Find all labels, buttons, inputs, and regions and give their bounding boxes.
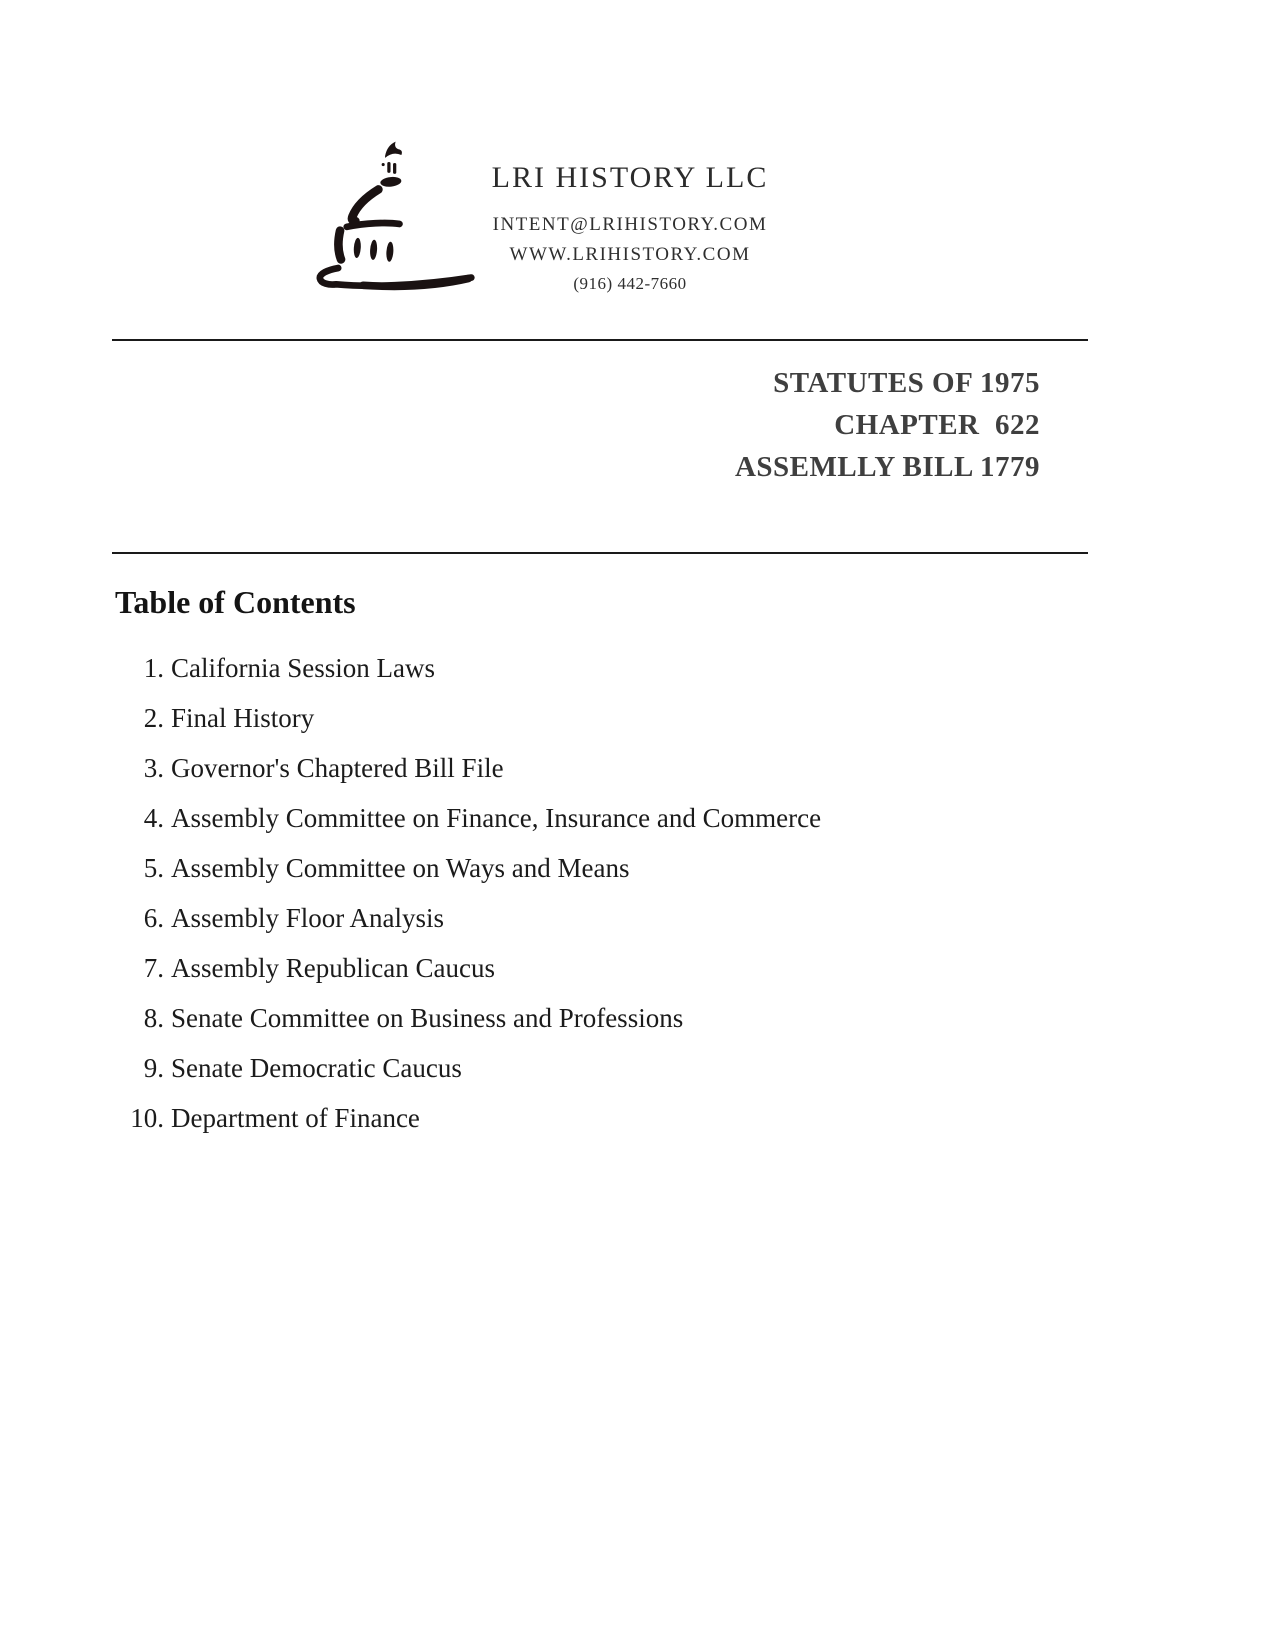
- toc-item-number: 7.: [143, 953, 164, 983]
- toc-item-label: Assembly Republican Caucus: [171, 953, 495, 983]
- toc-item-label: Senate Committee on Business and Professions: [171, 1003, 684, 1033]
- toc-item-label: California Session Laws: [171, 653, 435, 683]
- toc-list: [112, 652, 1112, 1152]
- company-email: INTENT@LRIHISTORY.COM: [492, 214, 768, 235]
- toc-item-label: Governor's Chaptered Bill File: [171, 753, 504, 783]
- toc-item: [112, 752, 1112, 802]
- toc-item-label: Assembly Committee on Ways and Means: [171, 853, 630, 883]
- toc-item-number: 10.: [130, 1103, 164, 1133]
- toc-item-number: 5.: [143, 853, 164, 883]
- statute-title-block: [735, 362, 1040, 488]
- toc-item-label: Assembly Floor Analysis: [171, 903, 445, 933]
- company-name: LRI HISTORY LLC: [491, 161, 769, 194]
- toc-item: [112, 852, 1112, 902]
- horizontal-rule-top: [112, 339, 1088, 341]
- toc-item-number: 3.: [143, 753, 164, 783]
- company-website: WWW.LRIHISTORY.COM: [509, 244, 751, 265]
- toc-item-number: 8.: [143, 1003, 164, 1033]
- toc-item: [112, 952, 1112, 1002]
- toc-item: [112, 802, 1112, 852]
- statutes-line: STATUTES OF 1975: [773, 367, 1040, 399]
- toc-heading: Table of Contents: [115, 584, 356, 620]
- toc-item: [112, 702, 1112, 752]
- toc-item: [112, 1102, 1112, 1152]
- toc-item-number: 9.: [143, 1053, 164, 1083]
- company-phone: (916) 442-7660: [573, 274, 687, 293]
- toc-item: [112, 652, 1112, 702]
- table-of-contents: [112, 582, 1112, 1152]
- toc-item: [112, 1002, 1112, 1052]
- toc-item-label: Assembly Committee on Finance, Insurance and Commerce: [171, 803, 822, 833]
- toc-item: [112, 1052, 1112, 1102]
- horizontal-rule-bottom: [112, 552, 1088, 554]
- toc-item-label: Department of Finance: [171, 1103, 420, 1133]
- toc-item-label: Final History: [171, 703, 315, 733]
- toc-item: [112, 902, 1112, 952]
- toc-item-label: Senate Democratic Caucus: [171, 1053, 462, 1083]
- letterhead: [448, 158, 812, 298]
- toc-item-number: 2.: [143, 703, 164, 733]
- chapter-line: CHAPTER 622: [834, 409, 1040, 441]
- bill-line: ASSEMLLY BILL 1779: [734, 451, 1040, 483]
- toc-item-number: 1.: [143, 653, 164, 683]
- toc-item-number: 4.: [143, 803, 164, 833]
- toc-item-number: 6.: [143, 903, 164, 933]
